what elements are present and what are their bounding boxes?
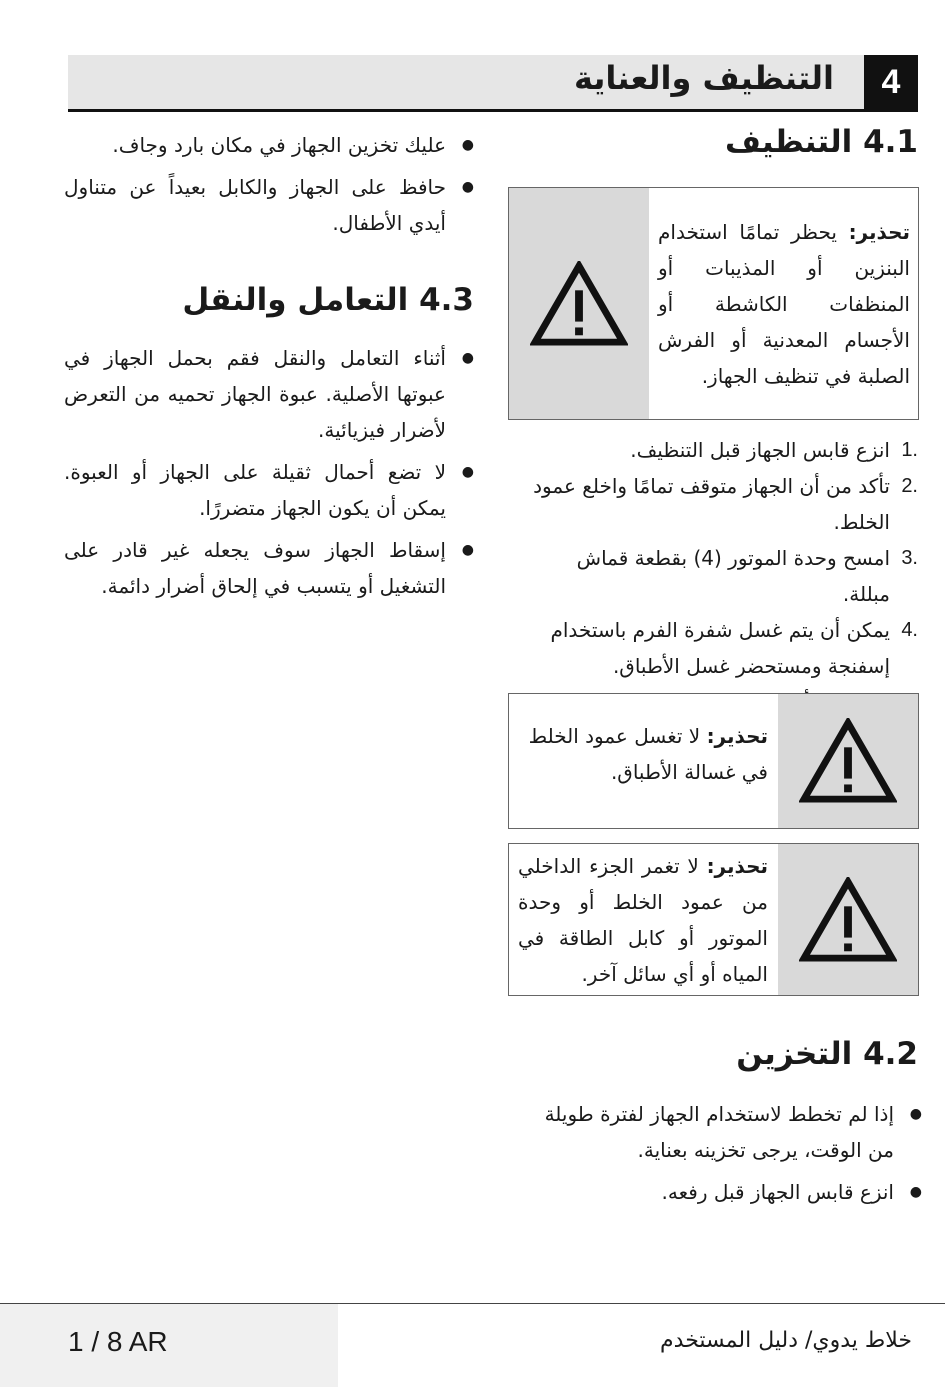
- footer-panel: [0, 1304, 338, 1387]
- storage-bullets-continued: [64, 127, 474, 247]
- cleaning-warning-box: [508, 187, 919, 420]
- list-item: ● انزع قابس الجهاز قبل رفعه.: [527, 1174, 922, 1210]
- chapter-title: التنظيف والعناية: [573, 59, 834, 97]
- immersion-warning-text: تحذير: لا تغمر الجزء الداخلي من عمود الخلط أو وحدة الموتور أو كابل الطاقة في المياه أو أي سائل آخر.: [518, 854, 768, 986]
- warning-icon-cell: [778, 844, 918, 995]
- dishwasher-warning-box: [508, 693, 919, 829]
- handling-bullets: [64, 340, 474, 610]
- list-item: ● لا تضع أحمال ثقيلة على الجهاز أو العبوة. يمكن أن يكون الجهاز متضررًا.: [64, 454, 474, 526]
- list-item: ● حافظ على الجهاز والكابل بعيداً عن متناول أيدي الأطفال.: [64, 169, 474, 241]
- warning-icon-cell: [778, 694, 918, 828]
- warning-triangle-icon: [799, 718, 897, 804]
- list-item: ● عليك تخزين الجهاز في مكان بارد وجاف.: [64, 127, 474, 163]
- warning-label: تحذير:: [848, 220, 910, 244]
- dishwasher-warning-text: تحذير: لا تغسل عمود الخلط في غسالة الأطباق.: [528, 724, 768, 784]
- cleaning-heading: 4.1 التنظيف: [724, 124, 918, 160]
- handling-heading: 4.3 التعامل والنقل: [182, 282, 474, 318]
- list-item: ● إسقاط الجهاز سوف يجعله غير قادر على التشغيل أو يتسبب في إلحاق أضرار دائمة.: [64, 532, 474, 604]
- page-number: 1 / 8 AR: [68, 1326, 168, 1357]
- warning-triangle-icon: [530, 261, 628, 347]
- warning-label: تحذير:: [706, 854, 768, 878]
- step-item: 3. امسح وحدة الموتور (4) بقطعة قماش مبللة.: [576, 546, 918, 606]
- manual-title: خلاط يدوي/ دليل المستخدم: [660, 1328, 912, 1353]
- warning-triangle-icon: [799, 877, 897, 963]
- list-item: ● إذا لم تخطط لاستخدام الجهاز لفترة طويلة من الوقت، يرجى تخزينه بعناية.: [527, 1096, 922, 1168]
- warning-icon-cell: [509, 188, 649, 419]
- list-item: ● أثناء التعامل والنقل فقم بحمل الجهاز في عبوتها الأصلية. عبوة الجهاز تحميه من التعرض لأضرار فيزيائية.: [64, 340, 474, 448]
- cleaning-steps: [528, 432, 918, 720]
- footer-divider: [0, 1303, 945, 1304]
- step-item: 4. يمكن أن يتم غسل شفرة الفرم باستخدام إسفنجة ومستحضر غسل الأطباق.: [550, 618, 918, 678]
- storage-bullets: [527, 1096, 922, 1216]
- chapter-header: [68, 55, 918, 112]
- warning-label: تحذير:: [706, 724, 768, 748]
- immersion-warning-box: [508, 843, 919, 996]
- storage-heading: 4.2 التخزين: [736, 1036, 918, 1072]
- step-item: 2. تأكد من أن الجهاز متوقف تمامًا واخلع عمود الخلط.: [533, 474, 918, 534]
- step-item: 1. انزع قابس الجهاز قبل التنظيف.: [630, 438, 918, 462]
- cleaning-warning-text: تحذير: يحظر تمامًا استخدام البنزين أو المذيبات أو المنظفات الكاشطة أو الأجسام المعدنية أو الفرش الصلبة في تنظيف الجهاز.: [658, 220, 910, 388]
- chapter-number: 4: [864, 55, 918, 109]
